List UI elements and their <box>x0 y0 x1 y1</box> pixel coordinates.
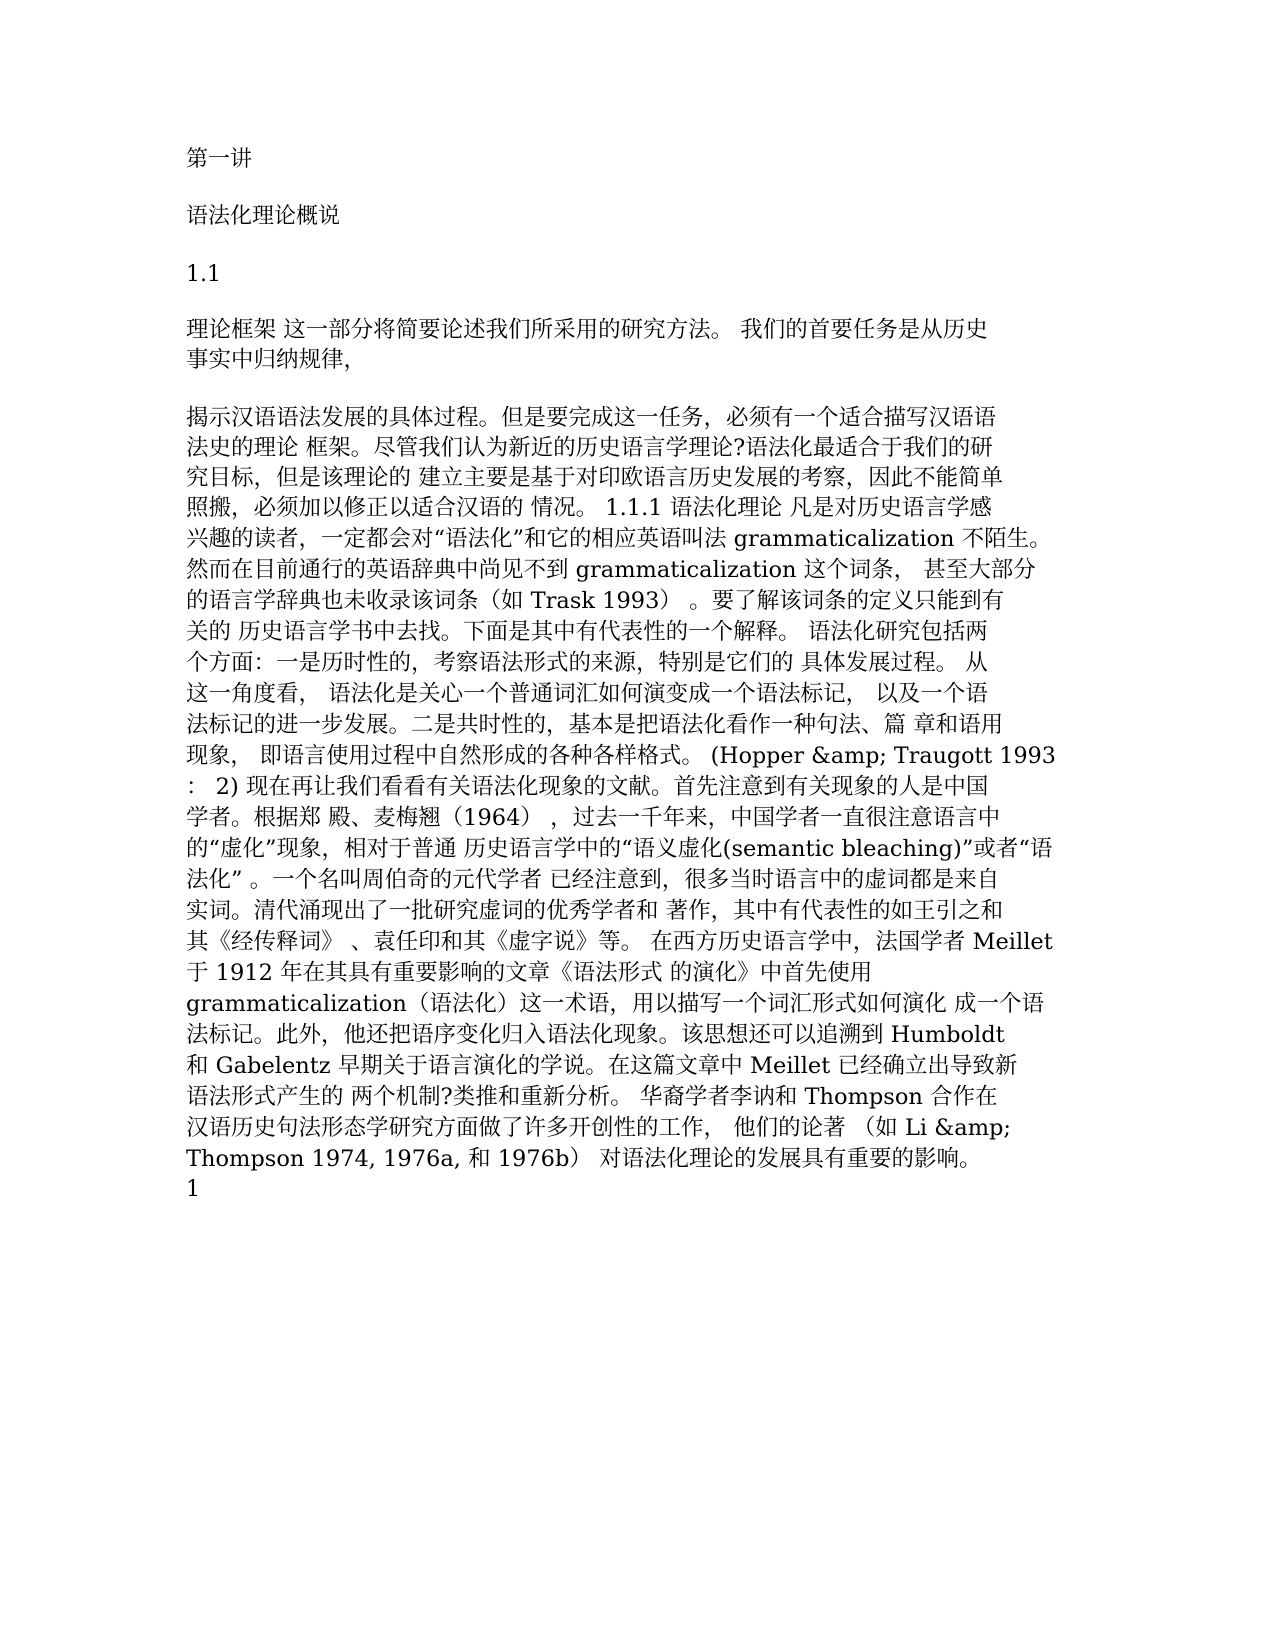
paragraph-line: Thompson 1974, 1976a, 和 1976b） 对语法化理论的发展具有重要的影响。 <box>186 1146 982 1172</box>
paragraph-line: 揭示汉语语法发展的具体过程。但是要完成这一任务，必须有一个适合描写汉语语 <box>186 405 997 431</box>
paragraph-line: 究目标，但是该理论的 建立主要是基于对印欧语言历史发展的考察，因此不能简单 <box>186 465 1004 491</box>
paragraph-line: 学者。根据郑 殿、麦梅翘（1964） ，过去一千年来，中国学者一直很注意语言中 <box>186 805 1001 831</box>
paragraph-line: 语法形式产生的 两个机制?类推和重新分析。 华裔学者李讷和 Thompson 合作在 <box>186 1084 998 1110</box>
paragraph-line: 关的 历史语言学书中去找。下面是其中有代表性的一个解释。 语法化研究包括两 <box>186 619 988 645</box>
paragraph-line: 个方面：一是历时性的，考察语法形式的来源，特别是它们的 具体发展过程。 从 <box>186 650 988 676</box>
paragraph-line: 兴趣的读者，一定都会对“语法化”和它的相应英语叫法 grammaticalization 不陌生。 <box>186 526 1052 552</box>
section-number: 1.1 <box>186 262 221 287</box>
paragraph-line: 然而在目前通行的英语辞典中尚见不到 grammaticalization 这个词条， 甚至大部分 <box>186 557 1036 583</box>
paragraph-line: 于 1912 年在其具有重要影响的文章《语法形式 的演化》中首先使用 <box>186 960 873 986</box>
page-number: 1 <box>186 1177 200 1202</box>
paragraph-line: 其《经传释词》 、袁任印和其《虚字说》等。 在西方历史语言学中，法国学者 Meillet <box>186 929 1053 955</box>
paragraph-line: 法史的理论 框架。尽管我们认为新近的历史语言学理论?语法化最适合于我们的研 <box>186 435 993 461</box>
paragraph-line: 汉语历史句法形态学研究方面做了许多开创性的工作， 他们的论著 （如 Li &amp; <box>186 1115 1012 1141</box>
paragraph-line: 理论框架 这一部分将简要论述我们所采用的研究方法。 我们的首要任务是从历史 <box>186 317 988 343</box>
chapter-title: 语法化理论概说 <box>186 204 341 229</box>
lecture-heading: 第一讲 <box>186 147 253 172</box>
paragraph-line: 和 Gabelentz 早期关于语言演化的学说。在这篇文章中 Meillet 已经确立出导致新 <box>186 1053 1018 1079</box>
paragraph-line: 法标记的进一步发展。二是共时性的，基本是把语法化看作一种句法、篇 章和语用 <box>186 712 1004 738</box>
paragraph-line: 的“虚化”现象，相对于普通 历史语言学中的“语义虚化(semantic bleaching)”或者“语 <box>186 836 1053 862</box>
paragraph-line: grammaticalization（语法化）这一术语，用以描写一个词汇形式如何演化 成一个语 <box>186 991 1045 1017</box>
paragraph-line: ： 2) 现在再让我们看看有关语法化现象的文献。首先注意到有关现象的人是中国 <box>186 774 989 800</box>
paragraph-line: 法标记。此外，他还把语序变化归入语法化现象。该思想还可以追溯到 Humboldt <box>186 1022 1005 1048</box>
paragraph-line: 法化” 。一个名叫周伯奇的元代学者 已经注意到，很多当时语言中的虚词都是来自 <box>186 867 1000 893</box>
paragraph-line: 照搬，必须加以修正以适合汉语的 情况。 1.1.1 语法化理论 凡是对历史语言学感 <box>186 495 992 521</box>
paragraph-line: 这一角度看， 语法化是关心一个普通词汇如何演变成一个语法标记， 以及一个语 <box>186 681 988 707</box>
paragraph-line: 现象， 即语言使用过程中自然形成的各种各样格式。 (Hopper &amp; Traugott 1993 <box>186 743 1056 769</box>
paragraph-line: 实词。清代涌现出了一批研究虚词的优秀学者和 著作，其中有代表性的如王引之和 <box>186 898 1004 924</box>
paragraph-line: 的语言学辞典也未收录该词条（如 Trask 1993） 。要了解该词条的定义只能到有 <box>186 588 1005 614</box>
paragraph-line: 事实中归纳规律， <box>186 347 367 373</box>
